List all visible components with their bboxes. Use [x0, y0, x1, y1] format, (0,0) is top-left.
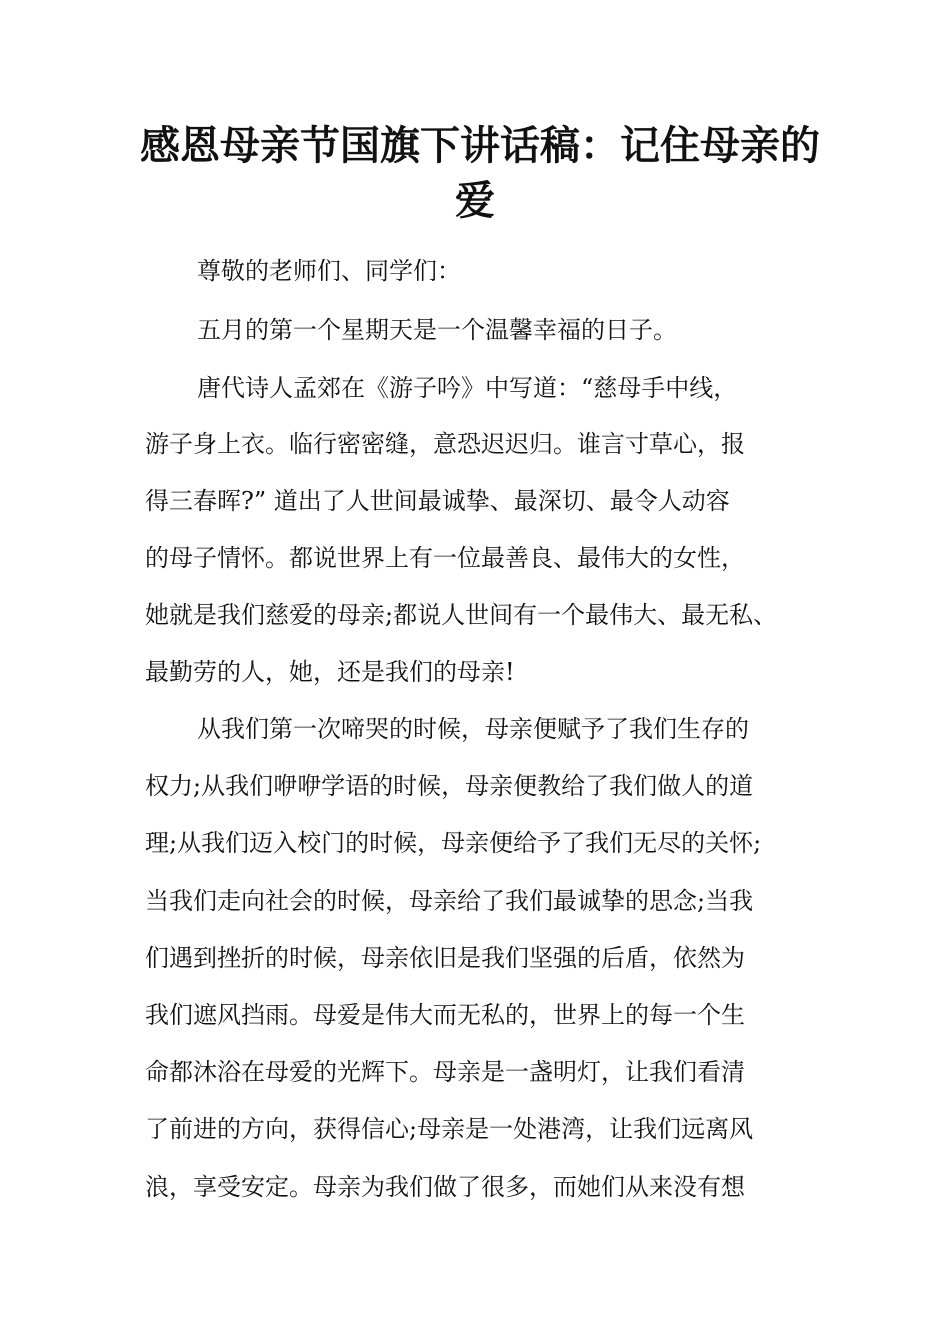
paragraph-line: 她就是我们慈爱的母亲;都说人世间有一个最伟大、最无私、: [145, 601, 778, 629]
paragraph-line: 游子身上衣。临行密密缝，意恐迟迟归。谁言寸草心，报: [145, 430, 745, 458]
paragraph-line: 们遇到挫折的时候，母亲依旧是我们坚强的后盾，依然为: [145, 944, 745, 972]
paragraph-line: 的母子情怀。都说世界上有一位最善良、最伟大的女性，: [145, 544, 745, 572]
paragraph-line: 我们遮风挡雨。母爱是伟大而无私的，世界上的每一个生: [145, 1001, 745, 1029]
paragraph-line: 命都沐浴在母爱的光辉下。母亲是一盏明灯，让我们看清: [145, 1058, 745, 1086]
paragraph-line: 理;从我们迈入校门的时候，母亲便给予了我们无尽的关怀;: [145, 829, 762, 857]
document-title-line-2: 爱: [455, 177, 495, 224]
document-title-line-1: 感恩母亲节国旗下讲话稿：记住母亲的: [140, 122, 820, 169]
paragraph-line: 权力;从我们咿咿学语的时候，母亲便教给了我们做人的道: [145, 772, 754, 800]
paragraph-line: 得三春晖?” 道出了人世间最诚挚、最深切、最令人动容: [145, 487, 730, 515]
paragraph-line: 从我们第一次啼哭的时候，母亲便赋予了我们生存的: [197, 715, 749, 743]
paragraph-line: 唐代诗人孟郊在《游子吟》中写道：“慈母手中线，: [197, 374, 738, 402]
paragraph-line: 五月的第一个星期天是一个温馨幸福的日子。: [197, 316, 677, 344]
paragraph-line: 当我们走向社会的时候，母亲给了我们最诚挚的思念;当我: [145, 887, 754, 915]
paragraph-line: 了前进的方向，获得信心;母亲是一处港湾，让我们远离风: [145, 1115, 754, 1143]
paragraph-line: 浪，享受安定。母亲为我们做了很多，而她们从来没有想: [145, 1173, 745, 1201]
salutation: 尊敬的老师们、同学们：: [197, 257, 461, 285]
paragraph-line: 最勤劳的人，她，还是我们的母亲!: [145, 658, 515, 686]
